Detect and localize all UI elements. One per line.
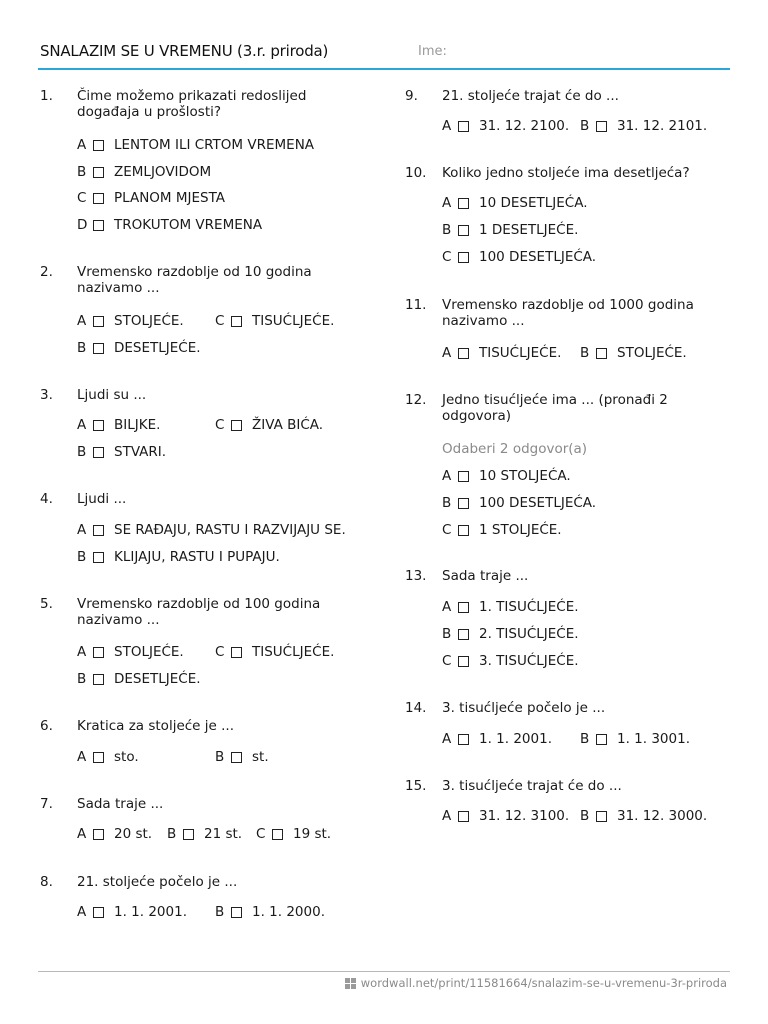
checkbox[interactable] (231, 420, 242, 431)
question-number: 6. (40, 718, 53, 734)
question-text: Ljudi ... (77, 491, 127, 507)
option-9b[interactable]: B 31. 12. 2101. (580, 118, 708, 134)
question-number: 11. (405, 297, 427, 313)
question-text: Koliko jedno stoljeće ima desetljeća? (442, 165, 690, 181)
option-15b[interactable]: B 31. 12. 3000. (580, 808, 708, 824)
checkbox[interactable] (183, 829, 194, 840)
option-1d[interactable]: D TROKUTOM VREMENA (77, 217, 263, 233)
name-label: Ime: (418, 44, 447, 59)
checkbox[interactable] (596, 348, 607, 359)
checkbox[interactable] (458, 498, 469, 509)
checkbox[interactable] (596, 121, 607, 132)
checkbox[interactable] (93, 193, 104, 204)
question-number: 13. (405, 568, 427, 584)
question-text: 21. stoljeće počelo je ... (77, 874, 238, 890)
worksheet-title: SNALAZIM SE U VREMENU (3.r. priroda) (40, 42, 329, 60)
checkbox[interactable] (93, 447, 104, 458)
checkbox[interactable] (458, 198, 469, 209)
option-13b[interactable]: B 2. TISUĆLJEĆE. (442, 626, 579, 642)
question-text: Sada traje ... (77, 796, 164, 812)
worksheet-header (38, 42, 730, 70)
question-text: Vremensko razdoblje od 10 godina nazivamo ... (77, 264, 312, 296)
question-number: 8. (40, 874, 53, 890)
checkbox[interactable] (458, 656, 469, 667)
checkbox[interactable] (93, 167, 104, 178)
question-number: 4. (40, 491, 53, 507)
checkbox[interactable] (93, 343, 104, 354)
footer-divider (38, 971, 730, 972)
question-number: 9. (405, 88, 418, 104)
checkbox[interactable] (272, 829, 283, 840)
question-text: 3. tisućljeće trajat će do ... (442, 778, 622, 794)
option-13a[interactable]: A 1. TISUĆLJEĆE. (442, 599, 579, 615)
option-12a[interactable]: A 10 STOLJEĆA. (442, 468, 571, 484)
option-13c[interactable]: C 3. TISUĆLJEĆE. (442, 653, 579, 669)
option-14a[interactable]: A 1. 1. 2001. (442, 731, 552, 747)
option-6b[interactable]: B st. (215, 749, 269, 765)
question-number: 12. (405, 392, 427, 408)
checkbox[interactable] (231, 316, 242, 327)
option-2b[interactable]: B DESETLJEĆE. (77, 340, 201, 356)
option-6a[interactable]: A sto. (77, 749, 139, 765)
checkbox[interactable] (231, 752, 242, 763)
checkbox[interactable] (458, 121, 469, 132)
footer (345, 976, 727, 990)
checkbox[interactable] (458, 225, 469, 236)
option-4b[interactable]: B KLIJAJU, RASTU I PUPAJU. (77, 549, 280, 565)
checkbox[interactable] (93, 525, 104, 536)
option-8a[interactable]: A 1. 1. 2001. (77, 904, 187, 920)
question-text: Jedno tisućljeće ima ... (pronađi 2 odgovora) (442, 392, 668, 424)
option-10a[interactable]: A 10 DESETLJEĆA. (442, 195, 588, 211)
question-text: Vremensko razdoblje od 100 godina nazivamo ... (77, 596, 321, 628)
question-number: 3. (40, 387, 53, 403)
checkbox[interactable] (596, 734, 607, 745)
checkbox[interactable] (458, 602, 469, 613)
option-3c[interactable]: C ŽIVA BIĆA. (215, 417, 324, 433)
option-1b[interactable]: B ZEMLJOVIDOM (77, 164, 212, 180)
checkbox[interactable] (458, 471, 469, 482)
option-10b[interactable]: B 1 DESETLJEĆE. (442, 222, 579, 238)
option-4a[interactable]: A SE RAĐAJU, RASTU I RAZVIJAJU SE. (77, 522, 346, 538)
question-number: 10. (405, 165, 427, 181)
option-9a[interactable]: A 31. 12. 2100. (442, 118, 570, 134)
footer-url[interactable]: wordwall.net/print/11581664/snalazim-se-u-vremenu-3r-priroda (360, 976, 727, 990)
checkbox[interactable] (93, 316, 104, 327)
answer-count-hint: Odaberi 2 odgovor(a) (442, 441, 588, 457)
question-text: Čime možemo prikazati redoslijed događaja u prošlosti? (77, 88, 307, 120)
question-text: Vremensko razdoblje od 1000 godina nazivamo ... (442, 297, 694, 329)
option-7a[interactable]: A 20 st. (77, 826, 153, 842)
option-2c[interactable]: C TISUĆLJEĆE. (215, 313, 335, 329)
checkbox[interactable] (93, 552, 104, 563)
option-10c[interactable]: C 100 DESETLJEĆA. (442, 249, 597, 265)
checkbox[interactable] (458, 252, 469, 263)
checkbox[interactable] (458, 525, 469, 536)
option-12b[interactable]: B 100 DESETLJEĆA. (442, 495, 597, 511)
checkbox[interactable] (596, 811, 607, 822)
checkbox[interactable] (93, 674, 104, 685)
option-7c[interactable]: C 19 st. (256, 826, 332, 842)
checkbox[interactable] (458, 348, 469, 359)
question-number: 5. (40, 596, 53, 612)
option-12c[interactable]: C 1 STOLJEĆE. (442, 522, 562, 538)
option-5a[interactable]: A STOLJEĆE. (77, 644, 184, 660)
option-1a[interactable]: A LENTOM ILI CRTOM VREMENA (77, 137, 315, 153)
checkbox[interactable] (93, 647, 104, 658)
question-number: 1. (40, 88, 53, 104)
option-3b[interactable]: B STVARI. (77, 444, 167, 460)
checkbox[interactable] (458, 811, 469, 822)
question-text: Sada traje ... (442, 568, 529, 584)
option-15a[interactable]: A 31. 12. 3100. (442, 808, 570, 824)
option-3a[interactable]: A BILJKE. (77, 417, 161, 433)
checkbox[interactable] (231, 647, 242, 658)
option-1c[interactable]: C PLANOM MJESTA (77, 190, 226, 206)
option-14b[interactable]: B 1. 1. 3001. (580, 731, 690, 747)
option-8b[interactable]: B 1. 1. 2000. (215, 904, 325, 920)
question-text: Kratica za stoljeće je ... (77, 718, 234, 734)
checkbox[interactable] (93, 140, 104, 151)
checkbox[interactable] (93, 752, 104, 763)
checkbox[interactable] (93, 420, 104, 431)
question-number: 7. (40, 796, 53, 812)
checkbox[interactable] (93, 907, 104, 918)
checkbox[interactable] (458, 629, 469, 640)
option-2a[interactable]: A STOLJEĆE. (77, 313, 184, 329)
question-number: 14. (405, 700, 427, 716)
option-11b[interactable]: B STOLJEĆE. (580, 345, 687, 361)
option-11a[interactable]: A TISUĆLJEĆE. (442, 345, 562, 361)
wordwall-grid-icon (345, 978, 356, 989)
option-7b[interactable]: B 21 st. (167, 826, 243, 842)
option-5b[interactable]: B DESETLJEĆE. (77, 671, 201, 687)
checkbox[interactable] (231, 907, 242, 918)
question-number: 2. (40, 264, 53, 280)
checkbox[interactable] (93, 829, 104, 840)
question-text: Ljudi su ... (77, 387, 147, 403)
question-text: 21. stoljeće trajat će do ... (442, 88, 619, 104)
question-text: 3. tisućljeće počelo je ... (442, 700, 606, 716)
option-5c[interactable]: C TISUĆLJEĆE. (215, 644, 335, 660)
question-number: 15. (405, 778, 427, 794)
checkbox[interactable] (93, 220, 104, 231)
checkbox[interactable] (458, 734, 469, 745)
